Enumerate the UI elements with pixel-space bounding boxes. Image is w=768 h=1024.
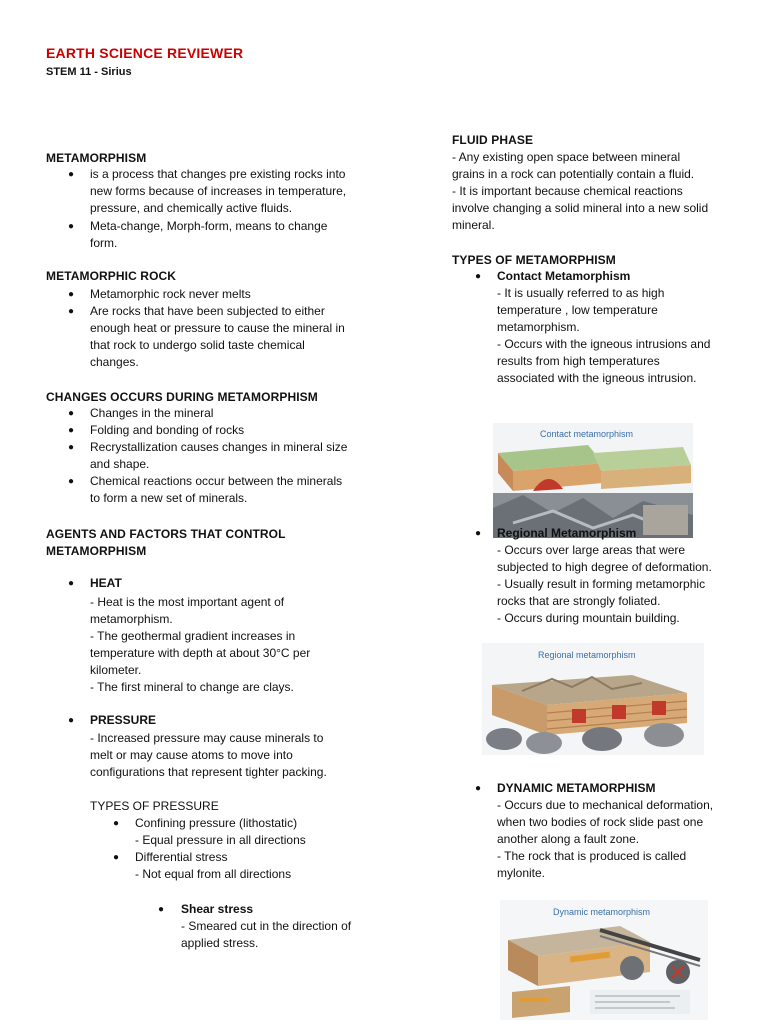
types-of-pressure-heading: TYPES OF PRESSURE <box>90 799 219 813</box>
bullet-icon: ● <box>68 715 75 726</box>
bullet-icon: ● <box>68 476 75 487</box>
bullet-icon: ● <box>68 425 75 436</box>
changes-bullet-3: Recrystallization causes changes in mineral size and shape. <box>90 440 348 471</box>
shear-stress: Shear stress - Smeared cut in the direction of applied stress. <box>181 902 352 950</box>
heading-metamorphic-rock: METAMORPHIC ROCK <box>46 269 177 283</box>
heading-agents: AGENTS AND FACTORS THAT CONTROL METAMORPHISM <box>46 527 286 558</box>
metamorphic-rock-bullet-2: Are rocks that have been subjected to either enough heat or pressure to cause the mineral in that rock to undergo solid taste chemical changes. <box>90 304 345 369</box>
bullet-icon: ● <box>158 904 165 915</box>
metamorphism-bullet-2: Meta-change, Morph-form, means to change form. <box>90 219 328 250</box>
changes-bullet-4: Chemical reactions occur between the minerals to form a new set of minerals. <box>90 474 343 505</box>
metamorphism-bullet-1: is a process that changes pre existing rocks into new forms because of increases in temperature, pressure, and chemically active fluids. <box>90 167 347 215</box>
bullet-icon: ● <box>475 783 482 794</box>
pressure-label: PRESSURE <box>90 713 157 727</box>
fluid-phase-text: - Any existing open space between mineral grains in a rock can potentially contain a fluid. - It is important because chemical reactions involve changing a solid mineral into a new solid mineral. <box>452 150 709 232</box>
bullet-icon: ● <box>113 818 120 829</box>
contact-metamorphism-figure <box>493 423 693 538</box>
dynamic-figure-title: Dynamic metamorphism <box>553 907 651 917</box>
pressure-text: - Increased pressure may cause minerals to melt or may cause atoms to move into configurations that represent tighter packing. <box>90 731 327 779</box>
heading-metamorphism: METAMORPHISM <box>46 151 147 165</box>
dynamic-metamorphism: DYNAMIC METAMORPHISM - Occurs due to mechanical deformation, when two bodies of rock slide past one another along a fault zone. - The rock that is produced is called mylonite. <box>497 781 714 880</box>
bullet-icon: ● <box>68 169 75 180</box>
regional-figure-title: Regional metamorphism <box>538 650 636 660</box>
bullet-icon: ● <box>68 306 75 317</box>
document-subtitle: STEM 11 - Sirius <box>46 66 132 78</box>
contact-metamorphism: Contact Metamorphism - It is usually referred to as high temperature , low temperature metamorphism. - Occurs with the igneous intrusions and results from high temperatures associated with the igneous intrusion. <box>497 269 711 385</box>
bullet-icon: ● <box>113 852 120 863</box>
confining-pressure: Confining pressure (lithostatic) - Equal pressure in all directions <box>135 816 306 847</box>
bullet-icon: ● <box>68 442 75 453</box>
heading-changes: CHANGES OCCURS DURING METAMORPHISM <box>46 390 318 404</box>
dynamic-metamorphism-figure <box>500 900 708 1020</box>
regional-metamorphism: Regional Metamorphism - Occurs over large areas that were subjected to high degree of deformation. - Usually result in forming metamorphic rocks that are strongly foliated. - Occurs during mountain building. <box>497 526 712 625</box>
bullet-icon: ● <box>68 221 75 232</box>
heat-text: - Heat is the most important agent of metamorphism. - The geothermal gradient increases in temperature with depth at about 30°C per kilometer. - The first mineral to change are clays. <box>90 595 311 694</box>
bullet-icon: ● <box>68 289 75 300</box>
heat-label: HEAT <box>90 576 122 590</box>
bullet-icon: ● <box>475 271 482 282</box>
differential-stress: Differential stress - Not equal from all directions <box>135 850 292 881</box>
bullet-icon: ● <box>68 408 75 419</box>
changes-bullet-2: Folding and bonding of rocks <box>90 423 245 437</box>
document-title: EARTH SCIENCE REVIEWER <box>46 45 244 61</box>
bullet-icon: ● <box>475 528 482 539</box>
metamorphic-rock-bullet-1: Metamorphic rock never melts <box>90 287 251 301</box>
contact-figure-title: Contact metamorphism <box>540 429 634 439</box>
heading-fluid-phase: FLUID PHASE <box>452 133 534 147</box>
heading-types-of-metamorphism: TYPES OF METAMORPHISM <box>452 253 616 267</box>
changes-bullet-1: Changes in the mineral <box>90 406 214 420</box>
bullet-icon: ● <box>68 578 75 589</box>
